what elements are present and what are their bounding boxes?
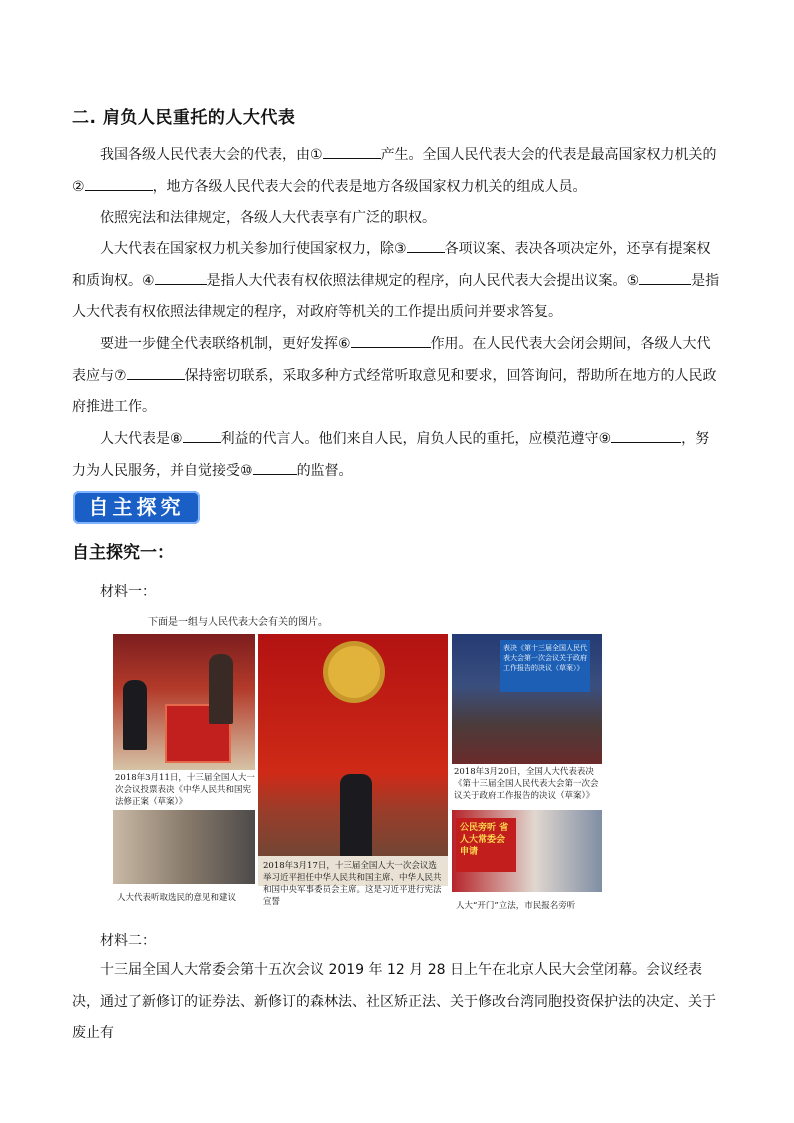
photo-listening: [113, 810, 255, 884]
fill-blank-3[interactable]: [407, 235, 445, 253]
blank-number-8: ⑧: [170, 431, 183, 447]
material-1-label: 材料一：: [100, 584, 156, 600]
text: 是指人大代表有权依照法律规定的程序，向人民代表大会提出议案。: [206, 272, 627, 289]
photo-vote-report: [452, 634, 602, 764]
text: 要进一步健全代表联络机制，更好发挥: [100, 336, 338, 352]
text: 作用。在人民代表大会闭会期间，各级人大代表应与: [72, 336, 711, 384]
fill-blank-4[interactable]: [155, 267, 207, 285]
text: 各项议案、表决各项决定外，还享有提案权和质询权。: [72, 241, 711, 289]
text: 人大代表在国家权力机关参加行使国家权力，除: [100, 241, 394, 257]
blank-number-7: ⑦: [114, 367, 127, 384]
subsection-title: 自主探究一：: [72, 543, 174, 563]
national-emblem-icon: [328, 646, 380, 698]
fill-blank-6[interactable]: [351, 330, 431, 348]
caption-voting: 2018年3月11日，十三届全国人大一次会议投票表决《中华人民共和国宪法修正案（草案）》: [115, 773, 255, 807]
photo-voting: [113, 634, 255, 770]
photo-open-legislation: [452, 810, 602, 892]
display-screen: 表决《第十三届全国人民代表大会第一次会议关于政府工作报告的决议（草案）》: [500, 640, 590, 692]
fill-blank-7[interactable]: [127, 362, 185, 380]
paragraph-powers: 依照宪法和法律规定，各级人大代表享有广泛的职权。: [100, 210, 436, 226]
paragraph-representatives: [72, 424, 722, 487]
blank-number-1: ①: [310, 147, 323, 163]
caption-listening: 人大代表听取选民的意见和建议: [117, 893, 237, 903]
blank-number-3: ③: [394, 241, 407, 257]
person-figure: [340, 774, 372, 866]
caption-open-legislation: 人大“开门”立法，市民报名旁听: [456, 901, 576, 911]
figure-heading: 下面是一组与人民代表大会有关的图片。: [148, 617, 328, 628]
blank-number-2: ②: [72, 178, 85, 195]
text: 利益的代言人。他们来自人民，肩负人民的重托，应模范遵守: [220, 431, 599, 447]
fill-blank-10[interactable]: [253, 457, 297, 475]
blank-number-10: ⑩: [240, 462, 253, 479]
photo-oath: [258, 634, 448, 886]
text: 产生。全国人民代表大会的代表是最高国家权力机关的: [380, 147, 717, 163]
text: 保持密切联系，采取多种方式经常听取意见和要求，回答询问，帮助所在地方的人民政府推进工作。: [72, 367, 717, 415]
caption-oath: 2018年3月17日，十三届全国人大一次会议选举习近平担任中华人民共和国主席、中华人民共和国中央军事委员会主席。这是习近平进行宪法宣誓: [263, 861, 442, 907]
text: 我国各级人民代表大会的代表，由: [100, 147, 310, 163]
blank-number-5: ⑤: [626, 272, 640, 289]
text: ，地方各级人民代表大会的代表是地方各级国家权力机关的组成人员。: [152, 178, 587, 195]
blank-number-6: ⑥: [338, 336, 351, 352]
fill-blank-2[interactable]: [85, 173, 153, 191]
section-title: 二. 肩负人民重托的人大代表: [72, 108, 296, 128]
text: ，努力为人民服务，并自觉接受: [72, 431, 710, 479]
fill-blank-8[interactable]: [183, 425, 221, 443]
application-sign: 公民旁听 省人大常委会 申请: [456, 818, 516, 872]
text: 人大代表是: [100, 431, 170, 447]
fill-blank-9[interactable]: [611, 425, 681, 443]
paragraph-liaison: [72, 329, 722, 424]
fill-blank-1[interactable]: [323, 141, 381, 159]
person-figure: [123, 680, 147, 750]
text: 的监督。: [296, 462, 353, 479]
photo-collage: [113, 610, 605, 914]
caption-vote-report: 2018年3月20日，全国人大代表表决《第十三届全国人民代表大会第一次会议关于政府工作报告的决议（草案）》: [454, 767, 599, 801]
material-2-label: 材料二：: [100, 933, 156, 949]
material-2-text: 十三届全国人大常委会第十五次会议 2019 年 12 月 28 日上午在北京人民大会堂闭幕。会议经表决，通过了新修订的证券法、新修订的森林法、社区矫正法、关于修改台湾同胞投资保护法的决定、关于废止有: [72, 962, 716, 1041]
blank-number-9: ⑨: [598, 431, 612, 447]
self-inquiry-badge: 自主探究: [73, 491, 200, 524]
paragraph-rights: [72, 234, 722, 329]
blank-number-4: ④: [142, 272, 155, 289]
fill-blank-5[interactable]: [639, 267, 691, 285]
text: 是指人大代表有权依照法律规定的程序，对政府等机关的工作提出质问并要求答复。: [72, 272, 720, 320]
paragraph-delegate-origin: [72, 140, 722, 203]
person-figure: [209, 654, 233, 724]
